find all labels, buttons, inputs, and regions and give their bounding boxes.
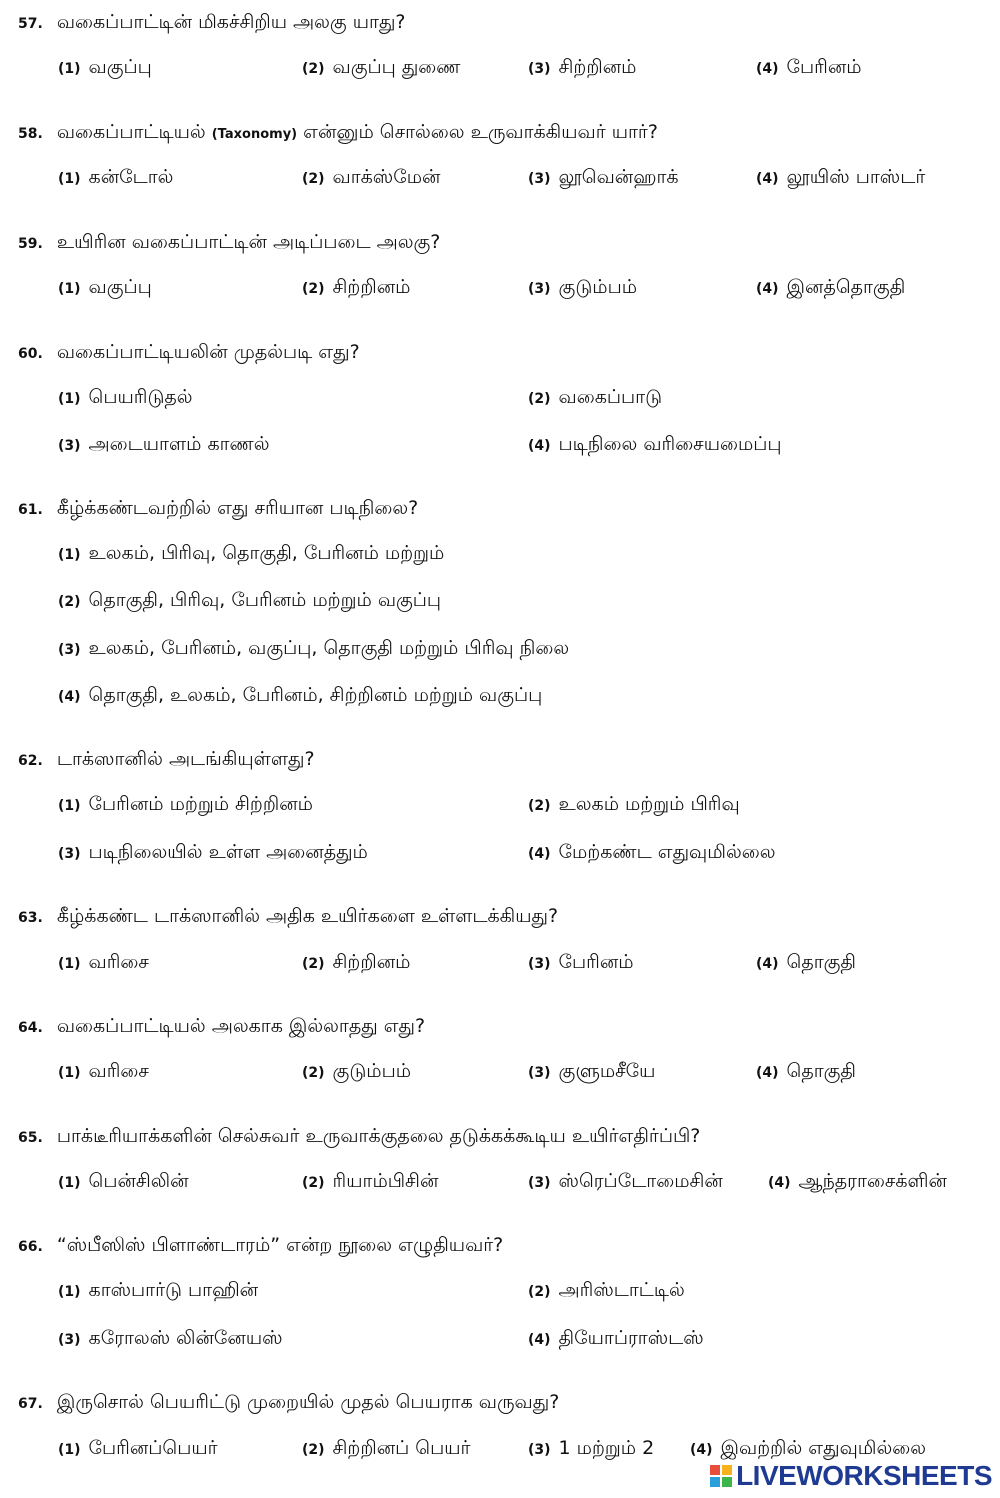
question-59 bbox=[18, 230, 440, 256]
question-text: என்னும் சொல்லை உருவாக்கியவர் யார்? bbox=[303, 121, 658, 143]
option-59-3[interactable]: (3) குடும்பம் bbox=[528, 276, 637, 298]
option-67-2[interactable]: (2) சிற்றினப் பெயர் bbox=[302, 1437, 471, 1459]
question-66 bbox=[18, 1233, 503, 1259]
question-63 bbox=[18, 904, 558, 930]
option-65-1[interactable]: (1) பென்சிலின் bbox=[58, 1170, 189, 1192]
question-text: கீழ்க்கண்ட டாக்ஸானில் அதிக உயிர்களை உள்ளடக்கியது? bbox=[56, 905, 559, 927]
option-67-3[interactable]: (3) 1 மற்றும் 2 bbox=[528, 1437, 655, 1459]
question-text: டாக்ஸானில் அடங்கியுள்ளது? bbox=[56, 748, 315, 770]
question-number: 60. bbox=[18, 346, 43, 362]
question-text: பாக்டீரியாக்களின் செல்சுவர் உருவாக்குதலை தடுக்கக்கூடிய உயிர்எதிர்ப்பி? bbox=[56, 1125, 701, 1147]
question-58 bbox=[18, 120, 658, 147]
question-61 bbox=[18, 496, 418, 522]
option-61-4[interactable]: (4) தொகுதி, உலகம், பேரினம், சிற்றினம் மற்றும் வகுப்பு bbox=[58, 684, 543, 706]
question-text: உயிரின வகைப்பாட்டின் அடிப்படை அலகு? bbox=[56, 231, 441, 253]
option-64-4[interactable]: (4) தொகுதி bbox=[756, 1060, 856, 1082]
option-60-1[interactable]: (1) பெயரிடுதல் bbox=[58, 386, 193, 408]
option-63-2[interactable]: (2) சிற்றினம் bbox=[302, 951, 411, 973]
option-62-2[interactable]: (2) உலகம் மற்றும் பிரிவு bbox=[528, 793, 740, 815]
option-57-4[interactable]: (4) பேரினம் bbox=[756, 56, 862, 78]
question-number: 62. bbox=[18, 753, 43, 769]
option-63-1[interactable]: (1) வரிசை bbox=[58, 951, 149, 973]
question-65 bbox=[18, 1124, 700, 1150]
question-text: இருசொல் பெயரிட்டு முறையில் முதல் பெயராக வருவது? bbox=[56, 1391, 560, 1413]
option-62-1[interactable]: (1) பேரினம் மற்றும் சிற்றினம் bbox=[58, 793, 313, 815]
liveworksheets-logo[interactable] bbox=[710, 1460, 992, 1492]
question-67 bbox=[18, 1390, 559, 1416]
question-number: 59. bbox=[18, 236, 43, 252]
question-number: 67. bbox=[18, 1396, 43, 1412]
option-61-2[interactable]: (2) தொகுதி, பிரிவு, பேரினம் மற்றும் வகுப்பு bbox=[58, 589, 442, 611]
option-57-2[interactable]: (2) வகுப்பு துணை bbox=[302, 56, 461, 78]
option-58-2[interactable]: (2) வாக்ஸ்மேன் bbox=[302, 166, 441, 188]
option-62-3[interactable]: (3) படிநிலையில் உள்ள அனைத்தும் bbox=[58, 841, 368, 863]
option-60-2[interactable]: (2) வகைப்பாடு bbox=[528, 386, 663, 408]
question-text: வகைப்பாட்டியல் bbox=[56, 121, 206, 143]
option-64-2[interactable]: (2) குடும்பம் bbox=[302, 1060, 411, 1082]
question-64 bbox=[18, 1014, 425, 1040]
logo-text: LIVEWORKSHEETS bbox=[736, 1460, 992, 1491]
option-63-3[interactable]: (3) பேரினம் bbox=[528, 951, 634, 973]
option-61-1[interactable]: (1) உலகம், பிரிவு, தொகுதி, பேரினம் மற்றும் bbox=[58, 542, 445, 564]
question-text: வகைப்பாட்டியலின் முதல்படி எது? bbox=[56, 341, 360, 363]
question-number: 66. bbox=[18, 1239, 43, 1255]
question-number: 61. bbox=[18, 502, 43, 518]
question-number: 57. bbox=[18, 16, 43, 32]
option-65-2[interactable]: (2) ரியாம்பிசின் bbox=[302, 1170, 439, 1192]
option-66-1[interactable]: (1) காஸ்பார்டு பாஹின் bbox=[58, 1279, 259, 1301]
question-number: 64. bbox=[18, 1020, 43, 1036]
option-58-4[interactable]: (4) லூயிஸ் பாஸ்டர் bbox=[756, 166, 926, 188]
question-text: கீழ்க்கண்டவற்றில் எது சரியான படிநிலை? bbox=[56, 497, 419, 519]
option-58-1[interactable]: (1) கன்டோல் bbox=[58, 166, 174, 188]
option-60-4[interactable]: (4) படிநிலை வரிசையமைப்பு bbox=[528, 433, 782, 455]
option-57-3[interactable]: (3) சிற்றினம் bbox=[528, 56, 637, 78]
option-65-3[interactable]: (3) ஸ்ரெப்டோமைசின் bbox=[528, 1170, 723, 1192]
question-60 bbox=[18, 340, 360, 366]
option-63-4[interactable]: (4) தொகுதி bbox=[756, 951, 856, 973]
question-number: 65. bbox=[18, 1130, 43, 1146]
option-67-1[interactable]: (1) பேரினப்பெயர் bbox=[58, 1437, 218, 1459]
option-58-3[interactable]: (3) லூவென்ஹாக் bbox=[528, 166, 679, 188]
option-57-1[interactable]: (1) வகுப்பு bbox=[58, 56, 152, 78]
option-59-2[interactable]: (2) சிற்றினம் bbox=[302, 276, 411, 298]
question-62 bbox=[18, 747, 315, 773]
option-67-4[interactable]: (4) இவற்றில் எதுவுமில்லை bbox=[690, 1437, 927, 1459]
question-text-english: (Taxonomy) bbox=[211, 127, 298, 142]
option-62-4[interactable]: (4) மேற்கண்ட எதுவுமில்லை bbox=[528, 841, 776, 863]
question-number: 63. bbox=[18, 910, 43, 926]
option-60-3[interactable]: (3) அடையாளம் காணல் bbox=[58, 433, 270, 455]
option-66-2[interactable]: (2) அரிஸ்டாட்டில் bbox=[528, 1279, 685, 1301]
option-59-4[interactable]: (4) இனத்தொகுதி bbox=[756, 276, 906, 298]
option-64-1[interactable]: (1) வரிசை bbox=[58, 1060, 149, 1082]
option-61-3[interactable]: (3) உலகம், பேரினம், வகுப்பு, தொகுதி மற்றும் பிரிவு நிலை bbox=[58, 637, 570, 659]
question-number: 58. bbox=[18, 126, 43, 142]
logo-blocks-icon bbox=[710, 1465, 732, 1487]
option-66-3[interactable]: (3) கரோலஸ் லின்னேயஸ் bbox=[58, 1327, 283, 1349]
question-text: வகைப்பாட்டின் மிகச்சிறிய அலகு யாது? bbox=[56, 11, 406, 33]
option-65-4[interactable]: (4) ஆந்தராசைக்ளின் bbox=[768, 1170, 947, 1192]
option-59-1[interactable]: (1) வகுப்பு bbox=[58, 276, 152, 298]
option-64-3[interactable]: (3) குளுமசீயே bbox=[528, 1060, 656, 1082]
question-57 bbox=[18, 10, 406, 36]
question-text: “ஸ்பீஸிஸ் பிளாண்டாரம்” என்ற நூலை எழுதியவர்? bbox=[56, 1234, 504, 1256]
question-text: வகைப்பாட்டியல் அலகாக இல்லாதது எது? bbox=[56, 1015, 426, 1037]
option-66-4[interactable]: (4) தியோப்ராஸ்டஸ் bbox=[528, 1327, 704, 1349]
